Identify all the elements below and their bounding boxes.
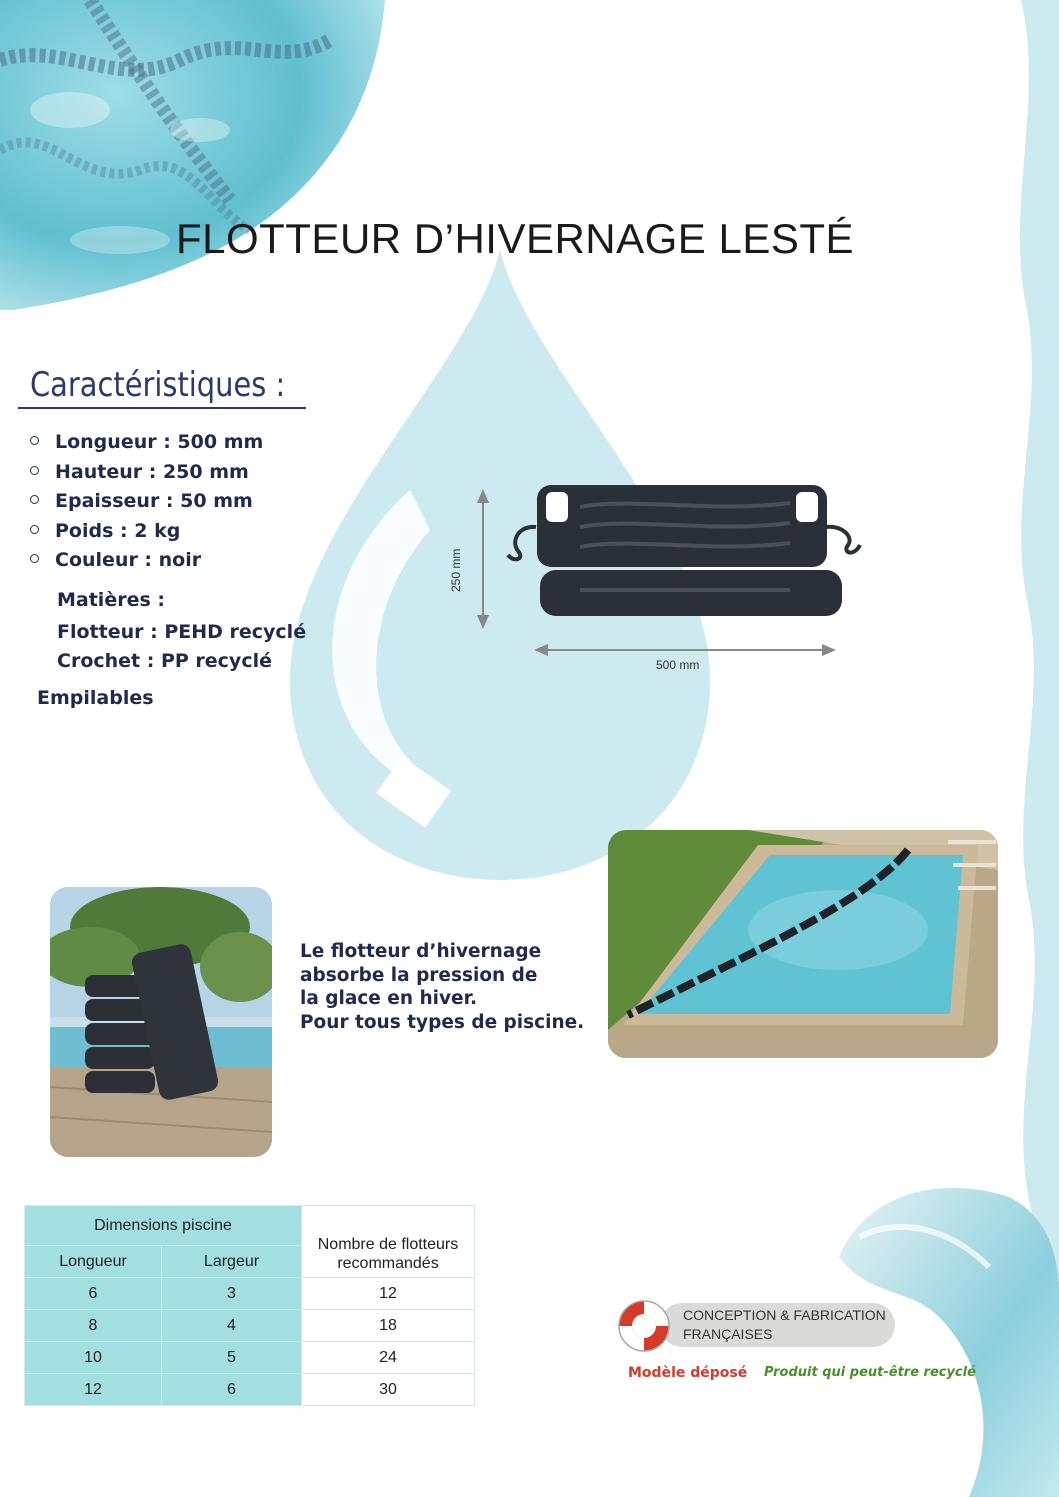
stacked-floats-photo	[50, 887, 272, 1157]
page-title: FLOTTEUR D’HIVERNAGE LESTÉ	[175, 215, 855, 262]
table-row: 10 5 24	[25, 1342, 475, 1374]
product-description: Le flotteur d’hivernage absorbe la pression de la glace en hiver. Pour tous types de piscine.	[300, 941, 585, 1033]
badge-text: CONCEPTION & FABRICATION FRANÇAISES	[683, 1307, 886, 1342]
table-group-header: Dimensions piscine	[25, 1206, 302, 1246]
bullet-icon	[30, 525, 39, 534]
spec-item: Epaisseur : 50 mm	[30, 487, 263, 517]
product-float-image	[470, 485, 890, 675]
spec-item: Hauteur : 250 mm	[30, 458, 263, 488]
bullet-icon	[30, 495, 39, 504]
height-dimension-label: 250 mm	[449, 548, 463, 592]
material-hook: Crochet : PP recyclé	[57, 650, 272, 672]
pool-dimensions-table	[24, 1205, 475, 1406]
bullet-icon	[30, 436, 39, 445]
characteristics-heading: Caractéristiques :	[30, 365, 286, 405]
heading-underline	[18, 407, 306, 409]
table-row: 12 6 30	[25, 1374, 475, 1406]
materials-heading: Matières :	[57, 589, 165, 611]
table-header-length: Longueur	[25, 1246, 162, 1278]
bullet-icon	[30, 554, 39, 563]
table-row: 8 4 18	[25, 1310, 475, 1342]
spec-item: Longueur : 500 mm	[30, 428, 263, 458]
material-float: Flotteur : PEHD recyclé	[57, 621, 307, 643]
table-row: 6 3 12	[25, 1278, 475, 1310]
table-header-width: Largeur	[162, 1246, 302, 1278]
recyclable-label: Produit qui peut-être recyclé	[764, 1365, 976, 1380]
specs-list	[30, 428, 263, 576]
spec-item: Poids : 2 kg	[30, 517, 263, 547]
pool-photo	[608, 830, 998, 1058]
registered-design-label: Modèle déposé	[628, 1365, 748, 1381]
table-header-count: Nombre de flotteurs recommandés	[302, 1206, 475, 1278]
spec-item: Couleur : noir	[30, 546, 263, 576]
bullet-icon	[30, 466, 39, 475]
stackable-label: Empilables	[37, 687, 154, 709]
lifebuoy-icon	[616, 1298, 672, 1354]
width-dimension-label: 500 mm	[656, 658, 700, 672]
